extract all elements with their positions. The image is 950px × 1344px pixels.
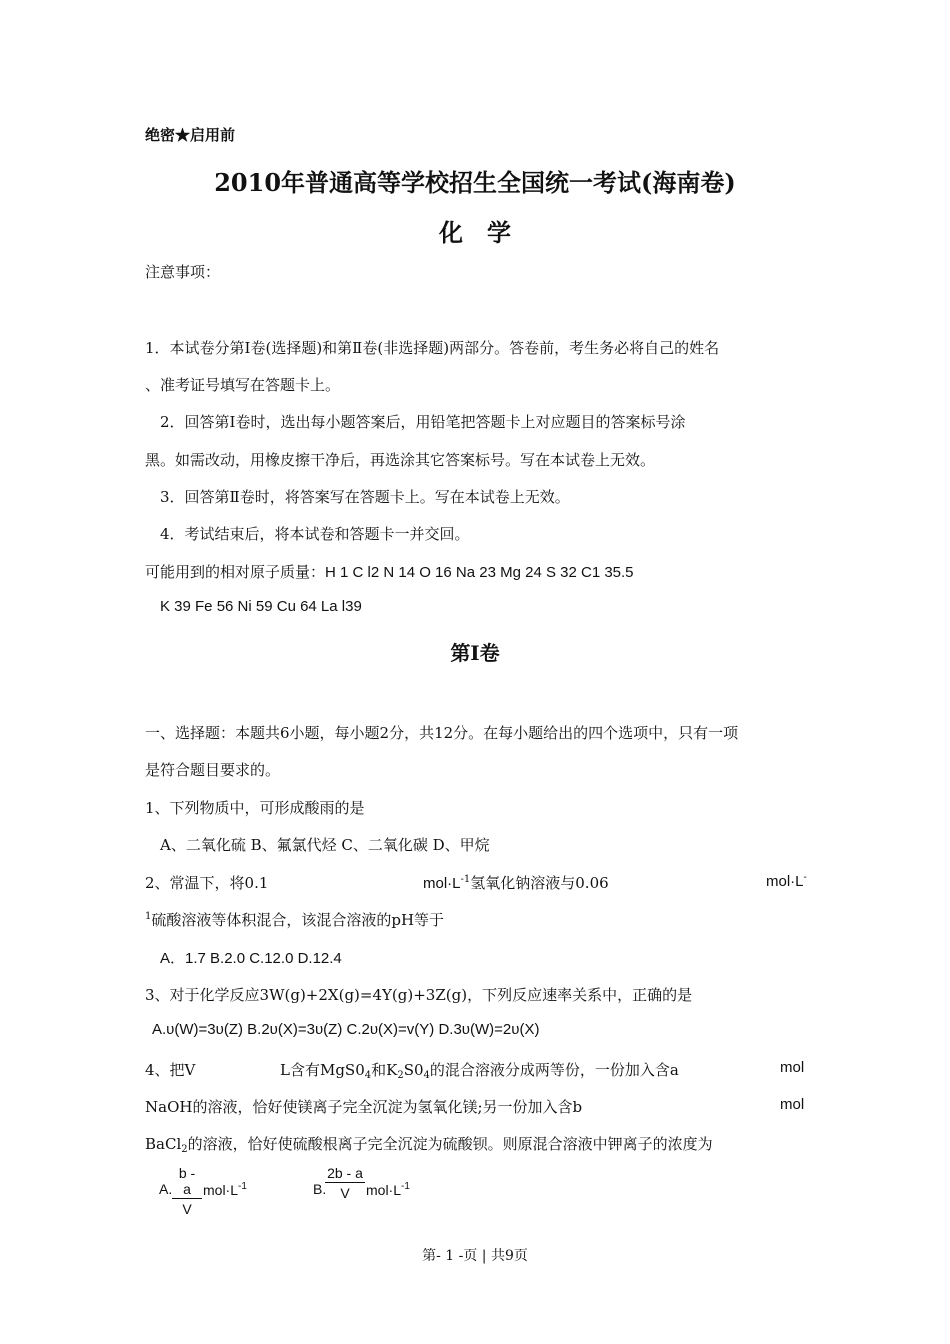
question-4-option-b-unit: $mol\cdot L^{-1}$	[366, 1181, 410, 1198]
note-item-2-line-2: 黑。如需改动，用橡皮擦干净后，再选涂其它答案标号。写在本试卷上无效。	[145, 451, 656, 469]
question-4-line-2: NaOH的溶液，恰好使镁离子完全沉淀为氢氧化镁;另一份加入含b	[145, 1098, 583, 1116]
note-item-1-line-1: 1．本试卷分第Ⅰ卷(选择题)和第Ⅱ卷(非选择题)两部分。答卷前，考生务必将自己的姓名	[145, 339, 720, 357]
question-3-options: A.υ(W)=3υ(Z) B.2υ(X)=3υ(Z) C.2υ(X)=v(Y) D.3υ(W)=2υ(X)	[152, 1021, 540, 1038]
option-a-numerator: b - a	[172, 1165, 202, 1199]
question-2-options: A．1.7 B.2.0 C.12.0 D.12.4	[160, 950, 342, 967]
notes-heading: 注意事项：	[145, 263, 221, 281]
question-2-line-2: $^1$硫酸溶液等体积混合，该混合溶液的pH等于	[145, 911, 445, 929]
section-title: 第Ⅰ卷	[450, 641, 500, 665]
atomic-mass-label: 可能用到的相对原子质量：	[145, 563, 326, 581]
question-4-unit-1: mol	[780, 1059, 805, 1076]
section-intro-line-2: 是符合题目要求的。	[145, 761, 281, 779]
option-a-denominator: V	[182, 1201, 192, 1217]
question-2-part-4: mol·L-	[766, 872, 807, 890]
question-4-option-b-label: B.	[313, 1181, 327, 1197]
question-4-option-a-fraction	[172, 1165, 202, 1217]
question-3-stem: 3、对于化学反应3W(g)+2X(g)=4Y(g)+3Z(g)，下列反应速率关系中，正确的是	[145, 986, 693, 1004]
note-item-2-line-1: 2．回答第Ⅰ卷时，选出每小题答案后，用铅笔把答题卡上对应题目的答案标号涂	[160, 413, 686, 431]
question-4-option-b-fraction	[325, 1165, 365, 1201]
confidential-label: 绝密★启用前	[145, 126, 236, 144]
subject-title: 化 学	[439, 218, 511, 247]
atomic-mass-line-1	[145, 561, 634, 582]
note-item-1-line-2: 、准考证号填写在答题卡上。	[145, 376, 341, 394]
question-4-option-a-unit: $mol\cdot L^{-1}$	[203, 1181, 247, 1198]
note-item-3: 3．回答第Ⅱ卷时，将答案写在答题卡上。写在本试卷上无效。	[160, 488, 570, 506]
atomic-mass-line-2: K 39 Fe 56 Ni 59 Cu 64 La l39	[160, 598, 362, 615]
atomic-mass-values-1: H 1 C l2 N 14 O 16 Na 23 Mg 24 S 32 C1 35.5	[325, 564, 634, 581]
section-intro-line-1: 一、选择题：本题共6小题，每小题2分，共12分。在每小题给出的四个选项中，只有一项	[145, 724, 739, 742]
question-4-part-1: 4、把V	[145, 1061, 196, 1079]
question-4-option-a-label: A.	[159, 1181, 173, 1197]
question-4-line-3: BaCl$_2$的溶液，恰好使硫酸根离子完全沉淀为硫酸钡。则原混合溶液中钾离子的浓度为	[145, 1135, 713, 1155]
question-2-part-1: 2、常温下，将0.1	[145, 874, 269, 892]
page-footer: 第- 1 -页 | 共9页	[422, 1248, 528, 1264]
exam-title: 2010年普通高等学校招生全国统一考试(海南卷)	[214, 168, 736, 197]
question-4-part-2: L含有$MgS0_4$和$K_2S0_4$的混合溶液分成两等份，一份加入含a	[280, 1061, 679, 1081]
question-1-options: A、二氧化硫 B、氟氯代烃 C、二氧化碳 D、甲烷	[160, 836, 490, 854]
question-1-stem: 1、下列物质中，可形成酸雨的是	[145, 799, 365, 817]
question-4-unit-2: mol	[780, 1096, 805, 1113]
note-item-4: 4．考试结束后，将本试卷和答题卡一并交回。	[160, 525, 470, 543]
option-b-numerator: 2b - a	[325, 1165, 365, 1183]
question-2-part-2: $mol\cdot L^{-1}$氢氧化钠溶液与0.06	[423, 874, 609, 892]
option-b-denominator: V	[340, 1185, 350, 1201]
